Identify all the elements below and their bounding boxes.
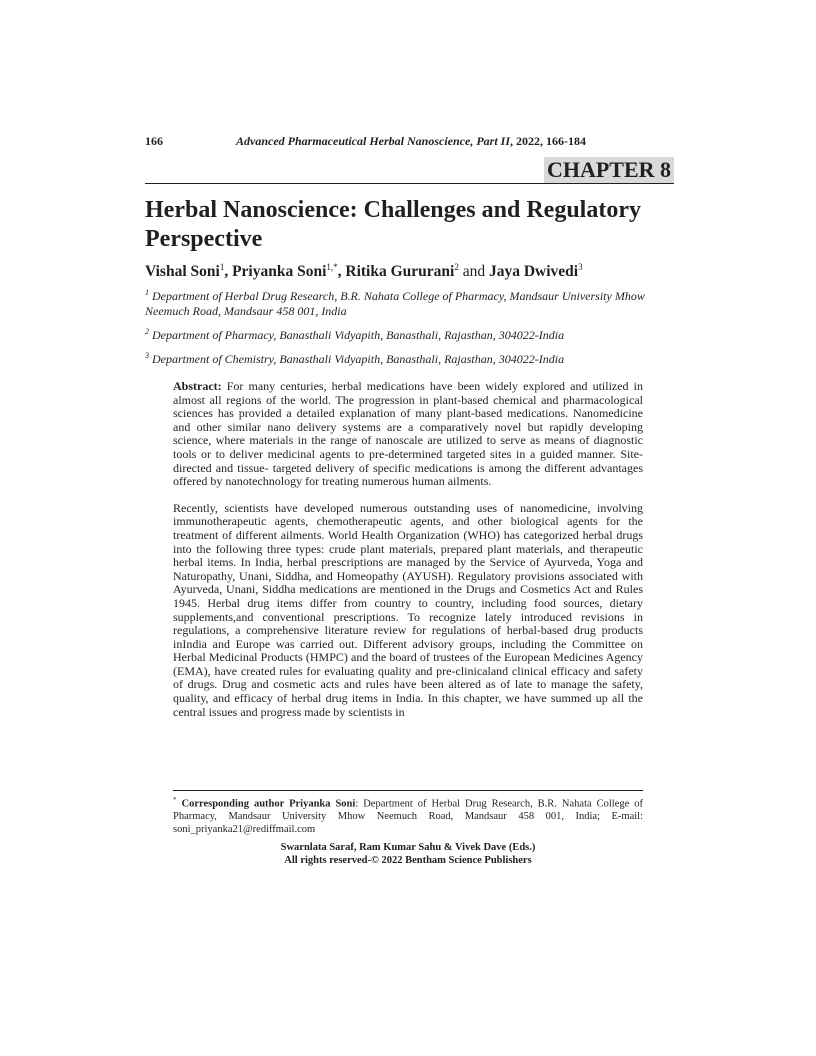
page-number: 166 xyxy=(145,134,163,148)
publisher-info xyxy=(173,842,643,867)
author-separator: , xyxy=(337,263,346,281)
author-list xyxy=(145,262,583,281)
abstract-label: Abstract: xyxy=(173,379,222,393)
author-and: and xyxy=(458,263,489,281)
affiliation xyxy=(145,324,673,343)
affiliation xyxy=(145,285,673,319)
author-separator: , xyxy=(224,263,233,281)
affiliation-text: Department of Pharmacy, Banasthali Vidyapith, Banasthali, Rajasthan, 304022-India xyxy=(152,328,565,342)
author-name: Jaya Dwivedi xyxy=(488,263,579,281)
affiliation-number: 2 xyxy=(145,327,149,336)
affiliation-number: 1 xyxy=(145,288,149,297)
author-name: Ritika Gururani xyxy=(345,263,455,281)
abstract-text: For many centuries, herbal medications have been widely explored and utilized in almost all regions of the world. The progression in plant-based chemical and pharmacological sciences has provided a detailed explanation of many plant-based medications. Nanomedicine and other similar nano delivery systems are a comparatively novel but rapidly developing science, where materials in the range of nanoscale are utilized to serve as means of diagnostic tools or to deliver medicinal agents to pre-determined targeted sites in a guided manner. Site-directed and tissue- targeted delivery of specific medications is among the different advantages offered by nanotechnology for treating numerous human ailments. xyxy=(173,379,643,489)
abstract xyxy=(173,380,643,732)
author-affiliation-mark: 1 xyxy=(219,262,225,272)
chapter-divider xyxy=(145,183,674,184)
journal-year-pages: , 2022, 166-184 xyxy=(510,134,586,148)
footnote-text: : Department of Herbal Drug Research, B.R. Nahata College of Pharmacy, Mandsaur University Mhow Neemuch Road, Mandsaur 458 001, India; E-mail: soni_priyanka21@rediffmail.com xyxy=(173,798,644,835)
author-name: Vishal Soni xyxy=(145,263,220,281)
journal-title: Advanced Pharmaceutical Herbal Nanoscience xyxy=(236,134,471,148)
corresponding-author-footnote xyxy=(173,794,643,836)
affiliation xyxy=(145,348,673,367)
journal-header xyxy=(236,134,586,149)
author-affiliation-mark: 3 xyxy=(578,262,583,272)
footnote-label: Corresponding author Priyanka Soni xyxy=(181,798,356,810)
author-affiliation-mark: 2 xyxy=(454,262,459,272)
footnote-mark: * xyxy=(173,796,177,804)
abstract-paragraph: Recently, scientists have developed numerous outstanding uses of nanomedicine, involving immunotherapeutic agents, chemotherapeutic agents, and other biological agents for the treatment of different ailments. World Health Organization (WHO) has categorized herbal drugs into the following three types: crude plant materials, prepared plant materials, and therapeutic herbal items. In India, herbal prescriptions are managed by the Service of Ayurveda, Yoga and Naturopathy, Unani, Siddha, and Homeopathy (AYUSH). Regulatory provisions associated with Ayurveda, Unani, Siddha medications are mentioned in the Drugs and Cosmetics Act and Rules 1945. Herbal drug items differ from country to country, including food sources, dietary supplements,and conventional prescriptions. To recognize lately introduced revisions in regulations, a comprehensive literature review for regulations of herbal-based drug products inIndia and Europe was carried out. Different advisory groups, including the Committee on Herbal Medicinal Products (HMPC) and the board of trustees of the European Medicines Agency (EMA), have created rules for evaluating quality and pre-clinicaland clinical efficacy and safety of drugs. Drug and cosmetic acts and rules have been altered as of late to manage the safety, quality, and efficacy of herbal drug items in India. In this chapter, we have summed up all the central issues and progress made by scientists in xyxy=(173,500,643,719)
article-title: Herbal Nanoscience: Challenges and Regulatory Perspective xyxy=(145,197,641,252)
affiliation-number: 3 xyxy=(145,351,149,360)
chapter-label: CHAPTER 8 xyxy=(544,157,674,183)
author-name: Priyanka Soni xyxy=(232,263,327,281)
affiliation-list xyxy=(145,285,673,372)
rights-line: All rights reserved-© 2022 Bentham Science Publishers xyxy=(284,854,532,866)
abstract-paragraph xyxy=(173,380,643,489)
author-affiliation-mark: 1,* xyxy=(326,262,338,272)
affiliation-text: Department of Chemistry, Banasthali Vidyapith, Banasthali, Rajasthan, 304022-India xyxy=(152,352,565,366)
journal-part: , Part II xyxy=(470,134,510,148)
editors-line: Swarnlata Saraf, Ram Kumar Sahu & Vivek Dave (Eds.) xyxy=(280,842,536,853)
footnote-divider xyxy=(173,790,643,791)
affiliation-text: Department of Herbal Drug Research, B.R. Nahata College of Pharmacy, Mandsaur University Mhow Neemuch Road, Mandsaur 458 001, India xyxy=(145,289,645,318)
